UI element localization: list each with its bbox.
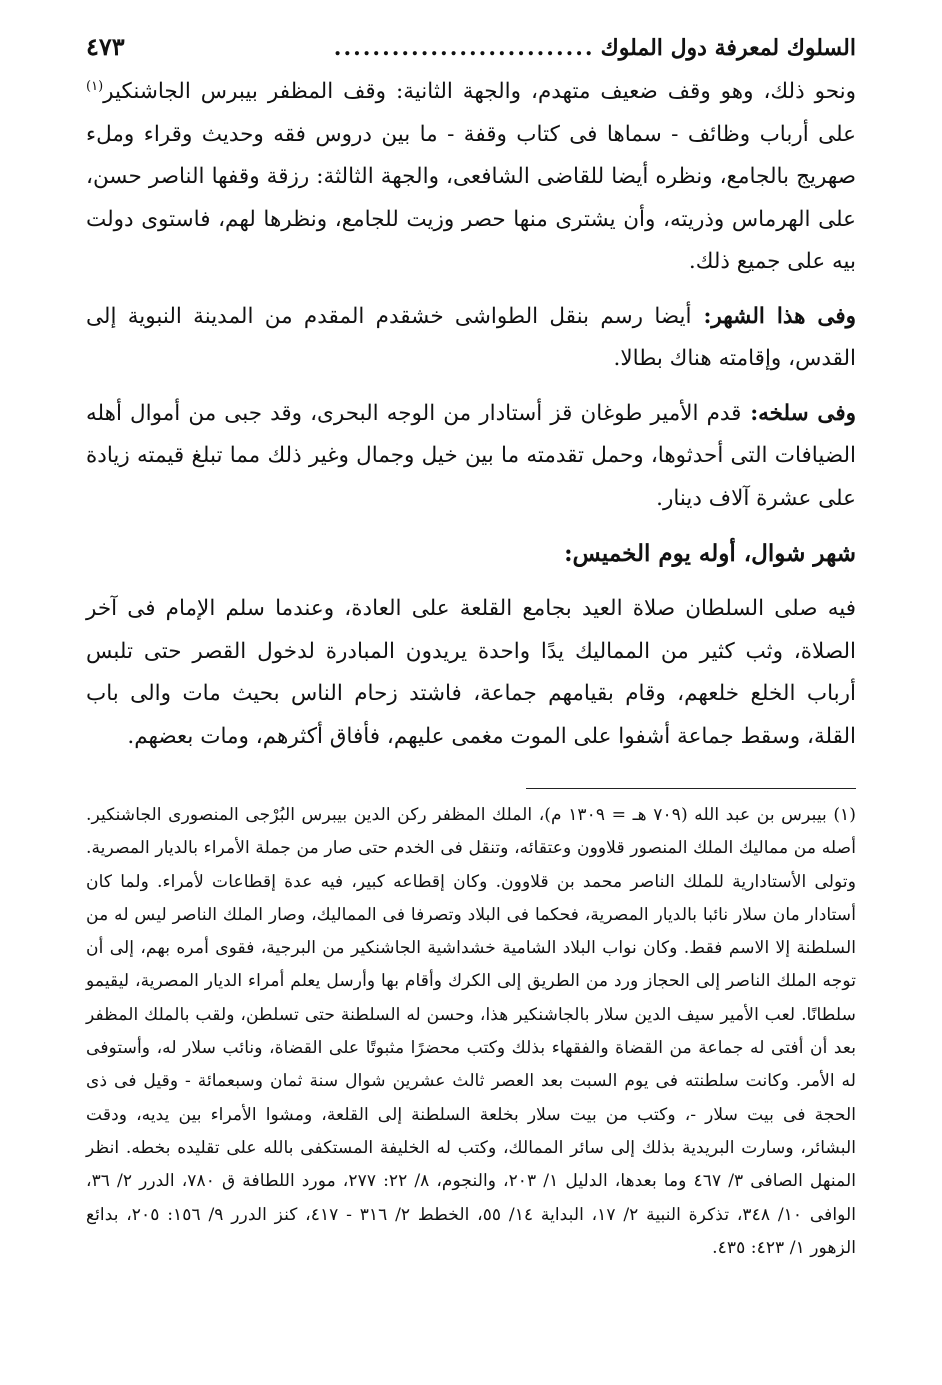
paragraph-1 bbox=[86, 71, 856, 284]
paragraph-1-continuation: على أرباب وظائف - سماها فى كتاب وقفة - ما بين دروس فقه وحديث وقراء وملء صهريج بالجامع، ونظره أيضا للقاضى الشافعى، والجهة الثالثة: رزقة وقفها الناصر حسن، على الهرماس وذريته، وأن يشترى منها حصر وزيت للجامع، ونظرها لهم، فاستوى دولت بيه على جميع ذلك. bbox=[86, 121, 856, 274]
paragraph-1-text: ونحو ذلك، وهو وقف ضعيف متهدم، والجهة الثانية: وقف المظفر بيبرس الجاشنكير bbox=[103, 79, 856, 104]
footnote bbox=[86, 799, 856, 1265]
paragraph-4 bbox=[86, 588, 856, 758]
paragraph-3 bbox=[86, 393, 856, 521]
paragraph-4-text: فيه صلى السلطان صلاة العيد بجامع القلعة على العادة، وعندما سلم الإمام فى آخر الصلاة، وثب كثير من المماليك يدًا واحدة يريدون المبادرة لدخول القصر حتى تلبس أرباب الخلع خلعهم، وقام بقيامهم جماعة، فاشتد زحام الناس بحيث مات والى باب القلة، وسقط جماعة أشفوا على الموت مغمى عليهم، فأفاق أكثرهم، ومات بعضهم. bbox=[86, 596, 856, 749]
section-heading: شهر شوال، أوله يوم الخميس: bbox=[564, 540, 856, 567]
paragraph-3-lead: وفى سلخه: bbox=[741, 400, 856, 426]
paragraph-2-lead: وفى هذا الشهر: bbox=[691, 303, 856, 329]
paragraph-3-text: قدم الأمير طوغان قز أستادار من الوجه البحرى، وقد جبى من أموال أهله الضيافات التى أحدثوها، وحمل تقدمته ما بين خيل وجمال وغير ذلك مما تبلغ قيمته زيادة على عشرة آلاف دينار. bbox=[86, 400, 856, 511]
paragraph-2-text: أيضا رسم بنقل الطواشى خشقدم المقدم من المدينة النبوية إلى القدس، وإقامته هناك بطالا. bbox=[86, 303, 856, 371]
paragraph-2 bbox=[86, 296, 856, 381]
book-page bbox=[86, 30, 856, 1265]
page-number: ٤٧٣ bbox=[86, 32, 125, 61]
book-title: السلوك لمعرفة دول الملوك bbox=[600, 35, 856, 61]
footnote-text: (١) بيبرس بن عبد الله (٧٠٩ هـ = ١٣٠٩ م)، الملك المظفر ركن الدين بيبرس البُرْجى المنصورى الجاشنكير. أصله من مماليك الملك المنصور قلاوون وعتقائه، وتنقل فى الخدم حتى صار من جملة الأمراء بالديار المصرية. وتولى الأستادارية للملك الناصر محمد بن قلاوون. وكان إقطاعه كبير، فيه عدة إقطاعات لأمراء. ولما كان أستادار مان سلار نائبا بالديار المصرية، فحكما فى البلاد وتصرفا فى المماليك، وصار الملك الناصر ليس له من السلطنة إلا الاسم فقط. وكان نواب البلاد الشامية خشداشية الجاشنكير من البرجية، فقوى أمره بهم، إلى أن توجه الملك الناصر إلى الحجاز ورد من الطريق إلى الكرك وأقام بها وأرسل يعلم أمراء الديار المصرية، ليقيمو سلطانًا. لعب الأمير سيف الدين سلار بالجاشنكير هذا، وحسن له السلطنة حتى تسلطن، ولقب بالملك المظفر بعد أن أفتى له جماعة من القضاة والفقهاء بذلك وكتب محضرًا مثبوتًا على القضاة، ونائب سلار له، وأستوفى له الأمر. وكانت سلطنته فى يوم السبت بعد العصر ثالث عشرين شوال سنة ثمان وسبعمائة - وقيل فى ذى الحجة فى بيت سلار -، وكتب من بيت سلار بخلعة السلطنة إلى القلعة، ومشوا الأمراء بين يديه، ودقت البشائر، وسارت البريدية بذلك إلى سائر الممالك، وكتب له الخليفة المستكفى بالله على تقليده بخطه. انظر المنهل الصافى ٣/ ٤٦٧ وما بعدها، الدليل ١/ ٢٠٣، والنجوم، ٨/ ٢٢: ٢٧٧، مورد اللطافة ق ٧٨٠، الدرر ٢/ ٣٦، الوافى ١٠/ ٣٤٨، تذكرة النبية ٢/ ١٧، البداية ١٤/ ٥٥، الخطط ٢/ ٣١٦ - ٤١٧، كنز الدرر ٩/ ١٥٦: ٢٠٥، بدائع الزهور ١/ ٤٢٣: ٤٣٥. bbox=[86, 805, 857, 1258]
main-text bbox=[86, 71, 856, 758]
footnote-divider bbox=[526, 788, 856, 789]
footnote-marker: (١) bbox=[86, 78, 104, 94]
header-leader-dots: ........................... bbox=[333, 35, 595, 61]
running-header bbox=[86, 30, 856, 65]
